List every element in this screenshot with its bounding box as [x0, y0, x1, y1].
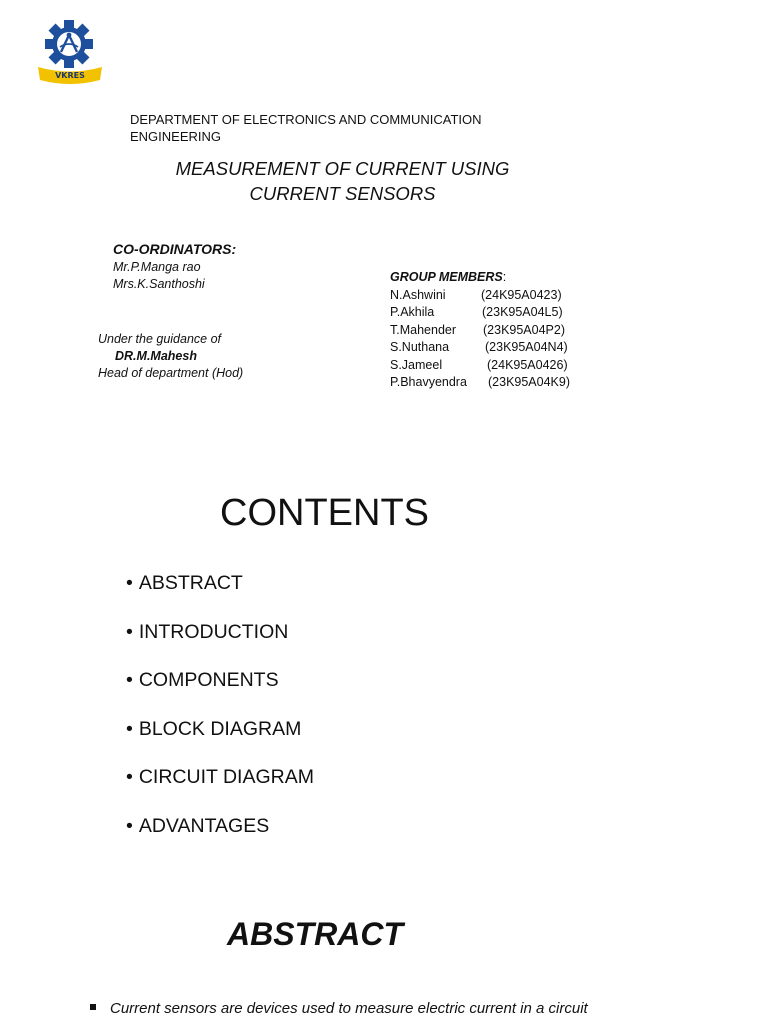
bullet: • [126, 766, 133, 789]
contents-item [126, 571, 314, 620]
guide-name: DR.M.Mahesh [115, 349, 197, 363]
coordinator-name: Mr.P.Manga rao [113, 260, 201, 274]
coordinators-heading: CO-ORDINATORS: [113, 241, 237, 257]
bullet: • [126, 814, 133, 837]
member-id: (23K95A04P2) [483, 322, 566, 337]
square-bullet-icon [90, 1004, 96, 1010]
member-name: S.Jameel [390, 357, 443, 372]
contents-item-label: ADVANTAGES [138, 814, 270, 837]
member-row [390, 287, 590, 304]
group-members-label: GROUP MEMBERS [390, 270, 503, 284]
member-row [390, 304, 590, 321]
member-row [390, 322, 590, 339]
member-id: (24K95A0426) [487, 357, 568, 372]
bullet: • [126, 620, 133, 643]
contents-item [126, 620, 314, 669]
member-id: (23K95A04N4) [485, 340, 568, 355]
contents-item-label: INTRODUCTION [138, 620, 289, 643]
title-line-1: MEASUREMENT OF CURRENT USING [175, 158, 510, 179]
member-name: S.Nuthana [390, 340, 450, 355]
group-members-heading [390, 270, 506, 284]
contents-item-label: ABSTRACT [138, 572, 243, 594]
college-logo [34, 18, 106, 88]
project-title [150, 156, 535, 206]
group-members-list [390, 287, 590, 391]
contents-item [126, 668, 314, 717]
member-id: (24K95A0423) [481, 288, 562, 302]
bullet: • [126, 669, 133, 692]
bullet: • [126, 572, 133, 594]
member-id: (23K95A04L5) [482, 305, 563, 320]
member-name: P.Akhila [390, 305, 435, 320]
member-row [390, 357, 590, 374]
abstract-paragraph [90, 999, 730, 1019]
contents-item-label: COMPONENTS [138, 669, 279, 692]
guide-role: Head of department (Hod) [98, 366, 244, 380]
member-name: T.Mahender [390, 322, 457, 337]
member-name: N.Ashwini [390, 288, 446, 302]
contents-heading: CONTENTS [220, 492, 429, 534]
logo-text: VKRES [55, 71, 85, 80]
title-line-2: CURRENT SENSORS [249, 183, 436, 204]
contents-list [126, 571, 314, 863]
abstract-line-1: Current sensors are devices used to measure electric current in a circuit [110, 1000, 588, 1017]
contents-item-label: BLOCK DIAGRAM [138, 717, 302, 740]
coordinators-list [113, 259, 205, 293]
member-row [390, 374, 590, 391]
member-row [390, 339, 590, 356]
bullet: • [126, 717, 133, 740]
department-name: DEPARTMENT OF ELECTRONICS AND COMMUNICATION ENGINEERING [130, 112, 482, 144]
contents-item [126, 814, 314, 863]
group-members-colon: : [502, 270, 507, 284]
member-name: P.Bhavyendra [390, 374, 467, 389]
gear-icon [34, 18, 106, 88]
coordinator-name: Mrs.K.Santhoshi [113, 277, 205, 291]
guidance-block [98, 331, 243, 382]
guidance-label: Under the guidance of [98, 332, 222, 346]
contents-item-label: CIRCUIT DIAGRAM [138, 766, 314, 789]
abstract-heading: ABSTRACT [227, 916, 403, 952]
contents-item [126, 717, 314, 766]
member-id: (23K95A04K9) [488, 374, 571, 389]
contents-item [126, 765, 314, 814]
